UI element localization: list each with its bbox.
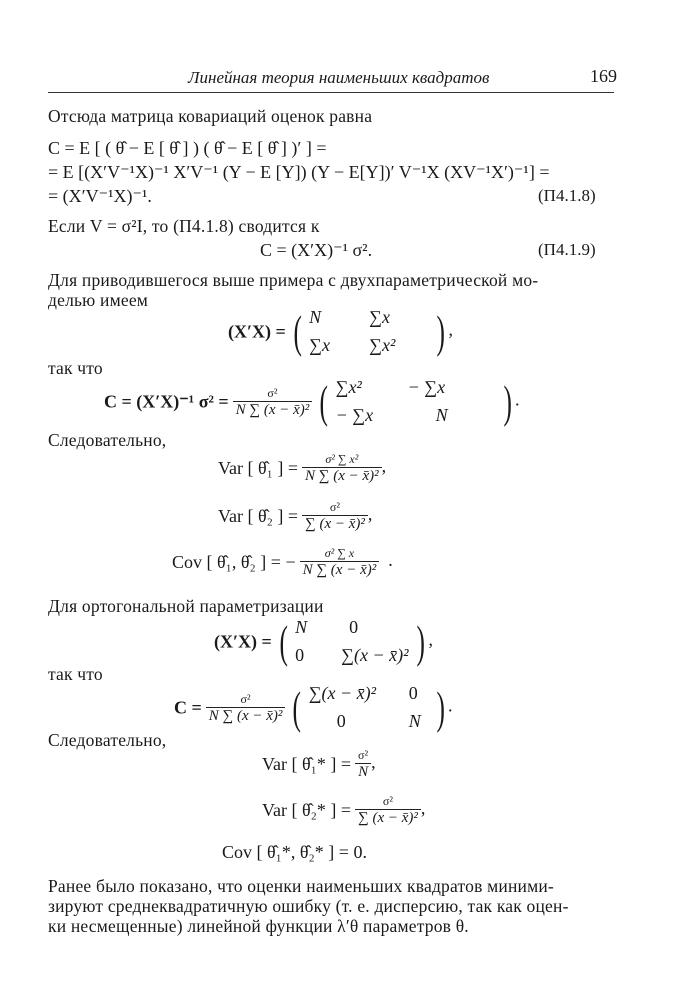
running-title: Линейная теория наименьших квадратов: [188, 68, 490, 87]
equation-number-1: (П4.1.8): [538, 186, 596, 205]
hence-2: Следовательно,: [48, 730, 167, 750]
var2s-den: ∑ (x − x̄)²: [358, 810, 418, 826]
var1-den: N ∑ (x − x̄)²: [305, 468, 379, 484]
c2-m11: ∑(x − x̄)²: [308, 683, 377, 703]
header-rule: [48, 92, 614, 93]
equation-cov-star: Cov [ θ̂₁*, θ̂₂* ] = 0.: [222, 842, 367, 862]
var1s-den: N: [358, 764, 369, 780]
c2-num: σ²: [206, 692, 286, 708]
paragraph-if-v: Если V = σ²I, то (П4.1.8) сводится к: [48, 216, 320, 236]
paragraph-covariance-intro: Отсюда матрица ковариаций оценок равна: [48, 106, 373, 126]
c1-m12: − ∑x: [407, 377, 446, 397]
page-number: 169: [590, 66, 617, 86]
paragraph-example-line2: делью имеем: [48, 290, 149, 310]
var1-num: σ² ∑ x²: [302, 452, 382, 468]
var2-den: ∑ (x − x̄)²: [305, 516, 365, 532]
so-that-1: так что: [48, 358, 103, 378]
var2-num: σ²: [302, 500, 368, 516]
paragraph-conclusion-line1: Ранее было показано, что оценки наименьших квадратов миними-: [48, 876, 554, 896]
equation-var-theta1: Var [ θ̂₁ ] = $\frac{\text{σ² ∑ x²}}{\text{N ∑ (x − x̄)²}}$ ,: [218, 452, 387, 484]
cov-den: N ∑ (x − x̄)²: [302, 562, 377, 578]
equation-var-theta2-star: Var [ θ̂₂* ] = $\frac{\text{σ²}}{\text{∑ (x − x̄)²}}$ ,: [262, 794, 426, 826]
var2s-num: σ²: [355, 794, 421, 810]
xx-m21: ∑x: [309, 335, 330, 355]
c1-num: σ²: [233, 386, 313, 402]
equation-number-2: (П4.1.9): [538, 240, 596, 259]
c1-lhs: C = (X′X)⁻¹ σ² =: [104, 391, 229, 412]
xx2-m21: 0: [295, 645, 305, 665]
equation-c-line1: C = E [ ( θ̂ − E [ θ̂ ] ) ( θ̂ − E [ θ̂ ] )′ ] =: [48, 138, 327, 158]
cov-num: σ² ∑ x: [300, 546, 380, 562]
equation-c-example: C = (X′X)⁻¹ σ² = $\frac{\text{σ²}}{\text{N ∑ (x − x̄)²}}$ ( ∑x² − ∑x − ∑x N ) .: [104, 376, 520, 427]
xx2-lhs: (X′X) =: [214, 631, 272, 652]
xx2-m11: N: [295, 617, 308, 637]
c2-m22: N: [408, 711, 421, 731]
paragraph-conclusion-line2: зируют среднеквадратичную ошибку (т. е. дисперсию, так как оцен-: [48, 896, 569, 916]
c1-m11: ∑x²: [335, 377, 362, 397]
equation-var-theta1-star: Var [ θ̂₁* ] = $\frac{\text{σ²}}{N}$ ,: [262, 748, 376, 780]
equation-c-orthogonal: C = $\frac{\text{σ²}}{\text{N ∑ (x − x̄)²}}$ ( ∑(x − x̄)² 0 0 N ) .: [174, 682, 453, 733]
equation-var-theta2: Var [ θ̂₂ ] = $\frac{\text{σ²}}{\text{∑ (x − x̄)²}}$ ,: [218, 500, 373, 532]
paragraph-orthogonal: Для ортогональной параметризации: [48, 596, 324, 616]
c1-den: N ∑ (x − x̄)²: [235, 401, 310, 418]
var1s-lhs: Var [ θ̂₁* ] =: [262, 754, 352, 774]
xx2-m12: 0: [349, 617, 359, 637]
var1s-num: σ²: [355, 748, 371, 764]
equation-cov: Cov [ θ̂₁, θ̂₂ ] = − $\frac{\text{σ² ∑ x}}{\text{N ∑ (x − x̄)²}}$ .: [172, 546, 393, 578]
c1-m21: − ∑x: [335, 405, 374, 425]
c1-m22: N: [435, 405, 448, 425]
equation-c-line3: = (X′V⁻¹X)⁻¹.: [48, 186, 152, 206]
c2-m21: 0: [336, 711, 346, 731]
hence-1: Следовательно,: [48, 430, 167, 450]
paragraph-conclusion-line3: ки несмещенные) линейной функции λ′θ параметров θ.: [48, 916, 469, 936]
equation-c-line2: = E [(X′V⁻¹X)⁻¹ X′V⁻¹ (Y − E [Y]) (Y − E[Y])′ V⁻¹X (XV⁻¹X′)⁻¹] =: [48, 162, 550, 182]
c2-den: N ∑ (x − x̄)²: [208, 707, 283, 724]
var2s-lhs: Var [ θ̂₂* ] =: [262, 800, 352, 820]
equation-c-simple: C = (X′X)⁻¹ σ².: [260, 240, 373, 260]
xx-m22: ∑x²: [369, 335, 396, 355]
cov-lhs: Cov [ θ̂₁, θ̂₂ ] = −: [172, 552, 296, 572]
xx-m11: N: [309, 307, 322, 327]
c2-m12: 0: [408, 683, 418, 703]
var1-lhs: Var [ θ̂₁ ] =: [218, 458, 299, 478]
xx-m12: ∑x: [369, 307, 390, 327]
xx2-m22: ∑(x − x̄)²: [341, 645, 409, 665]
xx-lhs: (X′X) =: [228, 321, 286, 342]
c2-lhs: C =: [174, 697, 202, 718]
paragraph-example-line1: Для приводившегося выше примера с двухпараметрической мо-: [48, 270, 539, 290]
equation-xx-orthogonal: (X′X) = ( N 0 0 ∑(x − x̄)² ) ,: [214, 616, 433, 667]
var2-lhs: Var [ θ̂₂ ] =: [218, 506, 299, 526]
equation-xx-matrix: (X′X) = ( N ∑x ∑x ∑x² ) ,: [228, 306, 453, 357]
so-that-2: так что: [48, 664, 103, 684]
